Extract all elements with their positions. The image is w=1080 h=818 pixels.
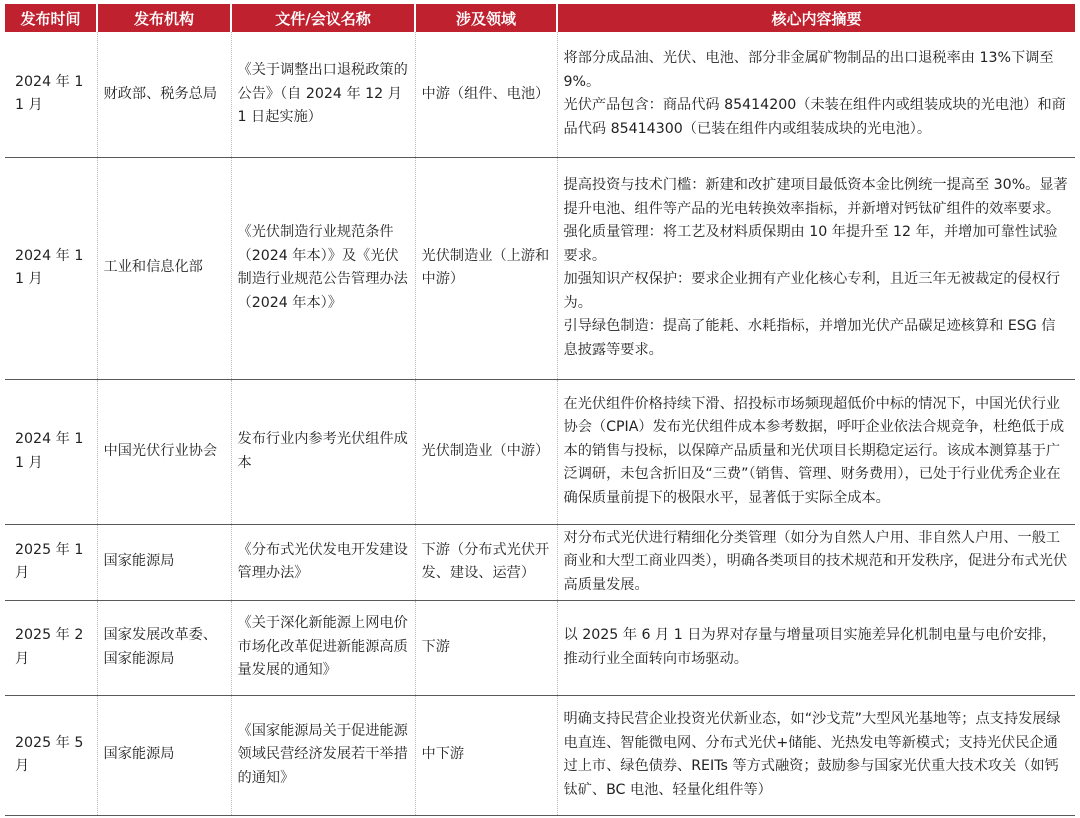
cell-summary [557,524,1075,600]
cell-summary [557,32,1075,157]
summary-paragraph: 加强知识产权保护：要求企业拥有产业化核心专利，且近三年无被裁定的侵权行为。 [563,271,1061,311]
cell-doc: 《国家能源局关于促进能源领域民营经济发展若干举措的通知》 [231,695,415,815]
cell-summary [557,379,1075,524]
header-document-name: 文件/会议名称 [231,4,415,32]
cell-field: 光伏制造业（上游和中游） [415,157,557,379]
summary-paragraph: 光伏产品包含：商品代码 85414200（未装在组件内或组装成块的光电池）和商品代码 85414300（已装在组件内或组装成块的光电池）。 [563,97,1066,137]
header-publish-time: 发布时间 [5,4,97,32]
cell-time: 2024 年 11 月 [5,157,97,379]
header-row [5,4,1075,32]
cell-time: 2025 年 5 月 [5,695,97,815]
table-row [5,157,1075,379]
cell-summary [557,157,1075,379]
header-field: 涉及领域 [415,4,557,32]
table-row [5,32,1075,157]
cell-field: 光伏制造业（中游） [415,379,557,524]
summary-paragraph: 在光伏组件价格持续下滑、招投标市场频现超低价中标的情况下，中国光伏行业协会（CPIA）发布光伏组件成本参考数据，呼吁企业依法合规竞争，杜绝低于成本的销售与投标，以保障产品质量和光伏项目长期稳定运行。该成本测算基于广泛调研，未包含折旧及“三费”（销售、管理、财务费用），已处于行业优秀企业在确保质量前提下的极限水平，显著低于实际全成本。 [563,395,1065,506]
header-summary: 核心内容摘要 [557,4,1075,32]
cell-time: 2025 年 2 月 [5,600,97,695]
cell-summary [557,695,1075,815]
cell-time: 2025 年 1 月 [5,524,97,600]
cell-doc: 《光伏制造行业规范条件（2024 年本）》及《光伏制造行业规范公告管理办法（2024 年本）》 [231,157,415,379]
summary-paragraph: 将部分成品油、光伏、电池、部分非金属矿物制品的出口退税率由 13%下调至 9%。 [563,50,1054,90]
cell-doc: 《分布式光伏发电开发建设管理办法》 [231,524,415,600]
cell-time: 2024 年 11 月 [5,379,97,524]
cell-field: 下游（分布式光伏开发、建设、运营） [415,524,557,600]
header-publisher: 发布机构 [97,4,231,32]
table-row [5,379,1075,524]
cell-field: 下游 [415,600,557,695]
table-header [5,4,1075,32]
cell-doc: 《关于调整出口退税政策的公告》（自 2024 年 12 月 1 日起实施） [231,32,415,157]
cell-field: 中下游 [415,695,557,815]
cell-field: 中游（组件、电池） [415,32,557,157]
cell-org: 中国光伏行业协会 [97,379,231,524]
summary-paragraph: 明确支持民营企业投资光伏新业态，如“沙戈荒”大型风光基地等；点支持发展绿电直连、智能微电网、分布式光伏+储能、光热发电等新模式；支持光伏民企通过上市、绿色债券、REITs 等方式融资；鼓励参与国家光伏重大技术攻关（如钙钛矿、BC 电池、轻量化组件等） [563,711,1061,798]
summary-paragraph: 对分布式光伏进行精细化分类管理（如分为自然人户用、非自然人户用、一般工商业和大型工商业四类），明确各类项目的技术规范和开发秩序，促进分布式光伏高质量发展。 [563,529,1068,593]
cell-summary [557,600,1075,695]
summary-paragraph: 以 2025 年 6 月 1 日为界对存量与增量项目实施差异化机制电量与电价安排，推动行业全面转向市场驱动。 [563,627,1057,667]
table-row [5,600,1075,695]
table-body [5,32,1075,815]
cell-doc: 《关于深化新能源上网电价市场化改革促进新能源高质量发展的通知》 [231,600,415,695]
policy-table [5,4,1075,816]
table-row [5,695,1075,815]
cell-org: 工业和信息化部 [97,157,231,379]
cell-org: 国家能源局 [97,695,231,815]
cell-doc: 发布行业内参考光伏组件成本 [231,379,415,524]
cell-org: 国家能源局 [97,524,231,600]
summary-paragraph: 引导绿色制造：提高了能耗、水耗指标，并增加光伏产品碳足迹核算和 ESG 信息披露等要求。 [563,318,1056,358]
cell-time: 2024 年 11 月 [5,32,97,157]
table-row [5,524,1075,600]
cell-org: 财政部、税务总局 [97,32,231,157]
cell-org: 国家发展改革委、国家能源局 [97,600,231,695]
summary-paragraph: 强化质量管理：将工艺及材料质保期由 10 年提升至 12 年，并增加可靠性试验要求。 [563,224,1058,264]
summary-paragraph: 提高投资与技术门槛：新建和改扩建项目最低资本金比例统一提高至 30%。显著提升电池、组件等产品的光电转换效率指标，并新增对钙钛矿组件的效率要求。 [563,177,1068,217]
